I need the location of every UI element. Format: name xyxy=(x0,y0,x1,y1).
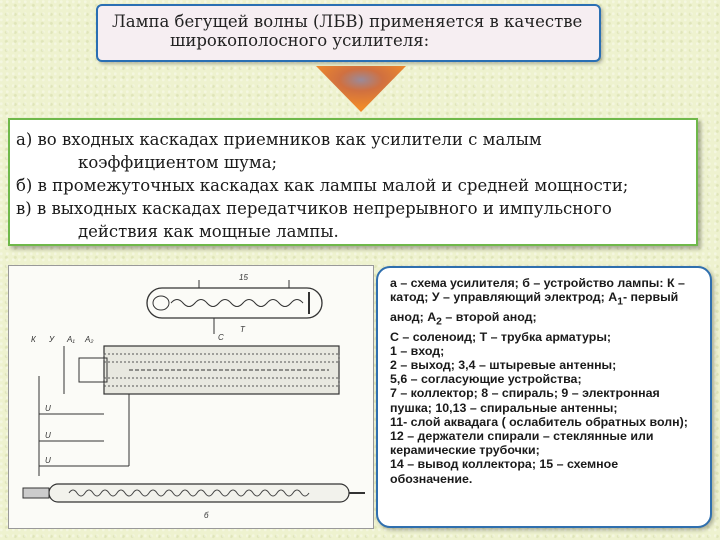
caption-legend-solenoid: С – соленоид; Т – трубка арматуры; xyxy=(390,329,612,344)
label-a1: А₁ xyxy=(67,335,75,344)
caption-legend-collector: 7 – коллектор; 8 – спираль; 9 – электронная пушка; 10,13 – спиральные антенны; xyxy=(390,386,660,415)
caption-legend-intro: а – схема усилителя; б – устройство лампы: К – катод; У – управляющий электрод; А xyxy=(390,276,685,305)
use-c-line-2: действия как мощные лампы. xyxy=(78,222,339,241)
down-arrow-icon xyxy=(316,66,406,112)
caption-sub-1: 1 xyxy=(617,296,623,308)
caption-legend-aquadag: 11- слой аквадага ( ослабитель обратных волн); 12 – держатели спирали – стеклянные или керамические трубочки; xyxy=(390,414,688,458)
use-c-line-1: в) в выходных каскадах передатчиков непрерывного и импульсного xyxy=(16,199,612,218)
label-k: К xyxy=(31,335,36,344)
label-ug: U xyxy=(45,404,51,413)
label-15: 15 xyxy=(239,273,248,282)
applications-box xyxy=(8,118,698,246)
use-a-line-1: а) во входных каскадах приемников как усилители с малым xyxy=(16,130,542,149)
twt-schematic-image xyxy=(9,266,373,528)
label-t: Т xyxy=(240,325,245,334)
figure-caption xyxy=(376,266,712,528)
title-box xyxy=(96,4,601,62)
use-a-line-2: коэффициентом шума; xyxy=(78,153,278,172)
caption-sub-2: 2 xyxy=(436,316,442,328)
title-line-2: широкополосного усилителя: xyxy=(170,31,430,50)
caption-legend-a2: – второй анод; xyxy=(441,309,537,324)
label-u: У xyxy=(49,335,55,344)
caption-legend-matching: 5,6 – согласующие устройства; xyxy=(390,372,582,387)
label-a2: А₂ xyxy=(85,335,94,344)
caption-legend-collector-lead: 14 – вывод коллектора; 15 – схемное обозначение. xyxy=(390,457,619,486)
title-line-1: Лампа бегущей волны (ЛБВ) применяется в качестве xyxy=(112,12,583,31)
label-b: б xyxy=(204,511,209,520)
caption-legend-input: 1 – вход; xyxy=(390,343,445,358)
caption-legend-output: 2 – выход; 3,4 – штыревые антенны; xyxy=(390,357,617,372)
twt-diagram xyxy=(8,265,374,529)
label-ua1: U xyxy=(45,431,51,440)
use-b-line-1: б) в промежуточных каскадах как лампы малой и средней мощности; xyxy=(16,176,629,195)
caption-legend-a1: - первый анод; А xyxy=(390,290,679,324)
label-ua2: U xyxy=(45,456,51,465)
label-c: С xyxy=(218,333,224,342)
